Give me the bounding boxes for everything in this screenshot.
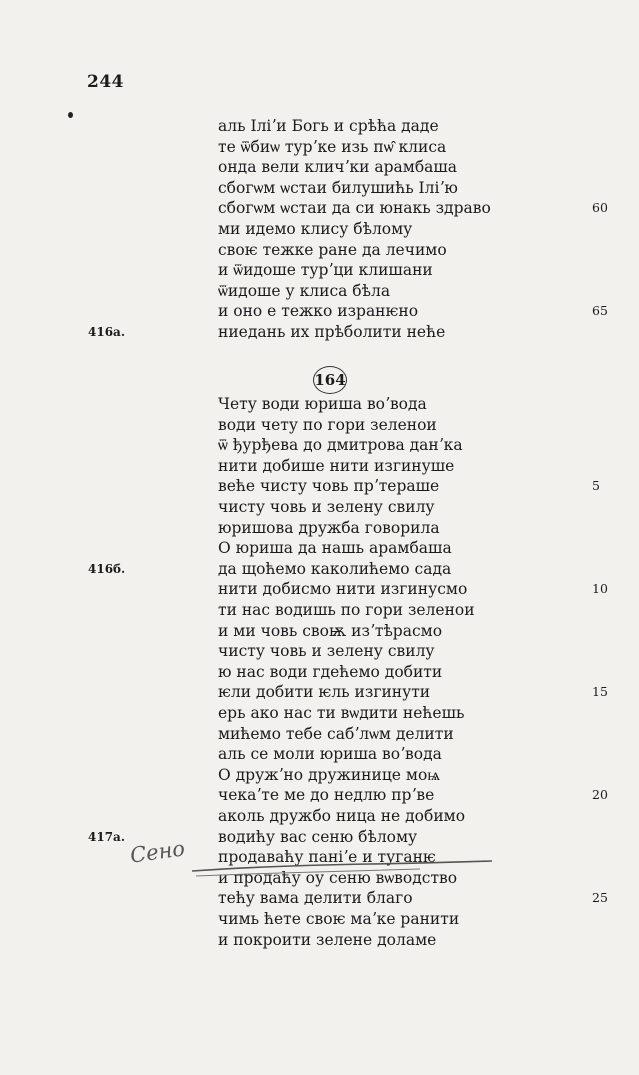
song-line: мићемо тебе сабʼлѡм делити [218, 724, 454, 743]
song-line: аль се моли юриша воʼвода [218, 745, 442, 764]
handwritten-note: Сено [128, 836, 187, 868]
song-line: юришова дружба говорила [218, 518, 440, 537]
line-number: 10 [592, 581, 608, 597]
song-line: води чету по гори зеленои [218, 415, 437, 434]
line-number: 60 [592, 200, 608, 216]
line-number: 65 [592, 303, 608, 319]
top-line: своѥ тежке ране да лечимо [218, 240, 447, 259]
top-line: ми идемо клису бѣлому [218, 220, 413, 238]
line-number: 15 [592, 684, 608, 700]
song-line: О дружʼно дружинице моѩ [218, 765, 441, 784]
top-line: сбогѡм ѡстаи да си юнакь здраво [218, 199, 491, 218]
song-line: и продаћу оу сеню вѡводство [218, 868, 458, 887]
margin-label: 416a. [88, 325, 126, 339]
top-line: и ѿидоше турʼци клишани [218, 261, 433, 280]
top-line: ѿидоше у клиса бѣла [218, 281, 391, 300]
top-line: и оно е тежко изранѥно [218, 302, 419, 321]
song-line: чекаʼте ме до недлю прʼве [218, 786, 435, 805]
song-line: чисту човь и зелену свилу [218, 498, 435, 516]
song-line: аколь дружбо ница не добимо [218, 807, 466, 825]
song-line: водићу вас сеню бѣлому [218, 827, 418, 846]
margin-label: 416б. [88, 561, 126, 576]
line-number: 20 [592, 787, 608, 803]
song-line: ѿ ђурђева до дмитрова данʼка [218, 436, 463, 455]
song-line: О юриша да нашь арамбаша [218, 539, 452, 558]
song-number-circled: 164 [313, 366, 347, 394]
song-line: ерь ако нас ти вѡдити нећешь [218, 704, 465, 722]
song-line: да щоћемо каколићемо сада [218, 559, 452, 578]
song-line: нити добисмо нити изгинусмо [218, 580, 468, 599]
song-line: чисту човь и зелену свилу [218, 642, 435, 661]
song-line: Чету води юриша воʼвода [218, 395, 427, 413]
song-line: ю нас води гдећемо добити [218, 662, 443, 681]
song-line: ѥли добити ѥль изгинути [218, 683, 431, 702]
song-line: нити добише нити изгинуше [218, 456, 455, 475]
song-line: тећу вама делити благо [218, 889, 413, 908]
song-line: веће чисту човь прʼтераше [218, 477, 440, 496]
song-line: продаваћу паніʼе и туганѥ [218, 848, 436, 867]
top-line: онда вели кличʼки арамбаша [218, 158, 458, 177]
song-line: и ми човь своѭ изʼтѣрасмо [218, 621, 443, 640]
song-line: ти нас водишь по гори зеленои [218, 601, 475, 619]
margin-label: 417a. [88, 829, 126, 844]
ink-dot [68, 112, 73, 118]
top-line: аль Іліʼи Богь и срѣћа даде [218, 117, 439, 135]
top-line: те ѿбиѡ турʼке изь пѡ̂ клиса [218, 137, 447, 156]
top-line: сбогѡм ѡстаи билушићь Іліʼю [218, 178, 458, 197]
page-number: 244 [87, 72, 124, 92]
song-line: и покроити зелене доламе [218, 930, 437, 949]
pencil-underline [190, 857, 494, 879]
line-number: 5 [592, 478, 600, 494]
top-line: ниедань их прѣболити нећe [218, 323, 446, 341]
song-line: чимь ћете своѥ маʼке ранити [218, 910, 460, 928]
line-number: 25 [592, 890, 608, 906]
